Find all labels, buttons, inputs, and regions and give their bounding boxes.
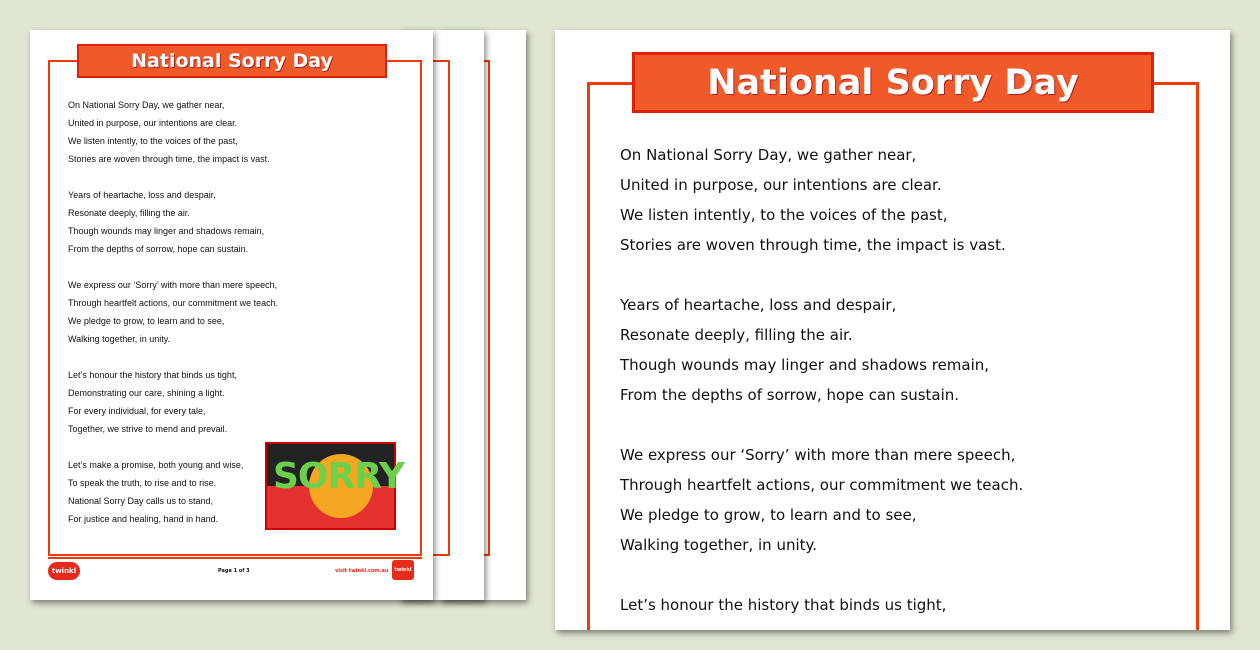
poem-line: United in purpose, our intentions are clear. <box>68 118 238 128</box>
poem-line: We express our ‘Sorry’ with more than mere speech, <box>68 280 278 290</box>
poem-line: Let’s honour the history that binds us tight, <box>68 370 237 380</box>
poem-line: Demonstrating our care, shining a light. <box>68 388 225 398</box>
poem-line: Together, we strive to mend and prevail. <box>68 424 228 434</box>
poem-line: Let’s make a promise, both young and wise, <box>68 460 244 470</box>
poem-line: Let’s honour the history that binds us tight, <box>620 596 947 614</box>
poem-line: We pledge to grow, to learn and to see, <box>68 316 225 326</box>
poem-line: We listen intently, to the voices of the past, <box>620 206 948 224</box>
poem-line: Resonate deeply, filling the air. <box>620 326 853 344</box>
stanza <box>68 456 278 528</box>
poem-line: United in purpose, our intentions are clear. <box>620 176 942 194</box>
poem-line: For justice and healing, hand in hand. <box>68 514 219 524</box>
poem-line: Though wounds may linger and shadows remain, <box>620 356 990 374</box>
badge-icon: twinkl <box>392 560 414 580</box>
sorry-word: SORRY <box>273 456 405 497</box>
poem-line: To speak the truth, to rise and to rise. <box>68 478 217 488</box>
poem-line: From the depths of sorrow, hope can sustain. <box>620 386 960 404</box>
poem-line: Stories are woven through time, the impact is vast. <box>68 154 270 164</box>
stanza <box>620 590 1023 620</box>
preview-page-1 <box>30 30 433 600</box>
poem-line: Though wounds may linger and shadows remain, <box>68 226 265 236</box>
poem-line: For every individual, for every tale, <box>68 406 206 416</box>
footer-divider <box>48 557 422 559</box>
sorry-flag-image <box>265 442 405 530</box>
poem-line: We pledge to grow, to learn and to see, <box>620 506 917 524</box>
title-banner: National Sorry Day <box>632 52 1154 113</box>
page-number: Page 1 of 3 <box>218 568 250 574</box>
poem-line: Through heartfelt actions, our commitment we teach. <box>620 476 1024 494</box>
stanza <box>68 366 278 438</box>
poem-line: Resonate deeply, filling the air. <box>68 208 190 218</box>
stanza <box>68 186 278 258</box>
poem-line: On National Sorry Day, we gather near, <box>620 146 917 164</box>
stanza <box>68 96 278 168</box>
poem-line: Stories are woven through time, the impact is vast. <box>620 236 1006 254</box>
stanza <box>620 290 1023 410</box>
stanza <box>620 140 1023 260</box>
poem-line: National Sorry Day calls us to stand, <box>68 496 214 506</box>
poem-line: Walking together, in unity. <box>620 536 818 554</box>
poem-line: Years of heartache, loss and despair, <box>68 190 216 200</box>
poem-line: Walking together, in unity. <box>68 334 171 344</box>
poem-line: Years of heartache, loss and despair, <box>620 296 897 314</box>
poem-line: We express our ‘Sorry’ with more than mere speech, <box>620 446 1016 464</box>
poem <box>68 96 278 546</box>
site-link: visit twinkl.com.au <box>335 568 389 574</box>
stanza <box>68 276 278 348</box>
title-banner: National Sorry Day <box>77 44 387 78</box>
poem-line: On National Sorry Day, we gather near, <box>68 100 225 110</box>
poem-line: From the depths of sorrow, hope can sustain. <box>68 244 249 254</box>
poem <box>620 140 1023 650</box>
main-page <box>555 30 1230 630</box>
stanza <box>620 440 1023 560</box>
twinkl-logo: twinkl <box>48 562 80 580</box>
poem-line: Through heartfelt actions, our commitment we teach. <box>68 298 279 308</box>
poem-line: We listen intently, to the voices of the past, <box>68 136 238 146</box>
